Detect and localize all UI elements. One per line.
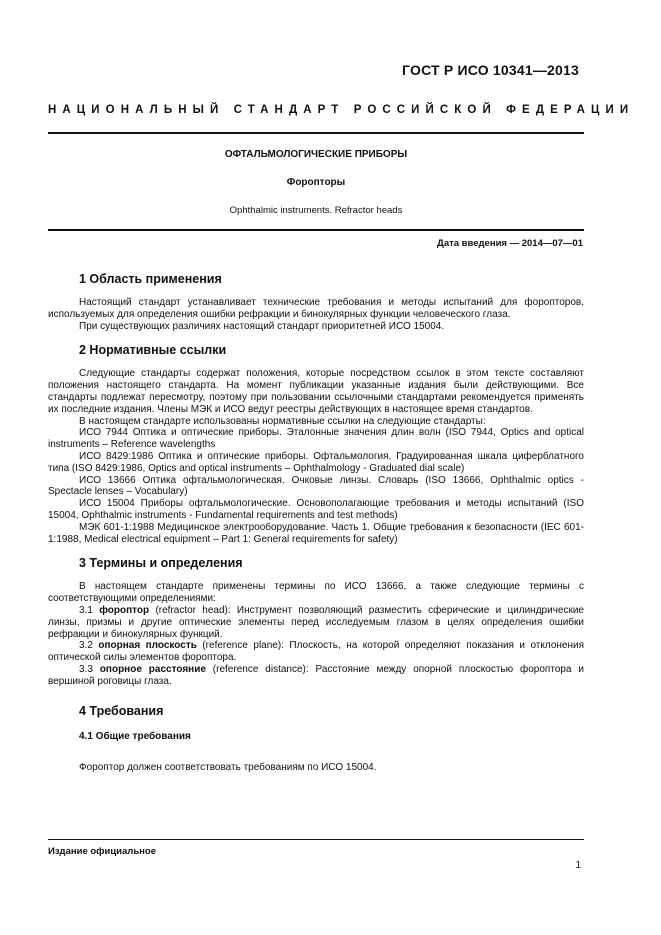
page-number: 1: [575, 860, 581, 871]
gost-code: ГОСТ Р ИСО 10341—2013: [402, 62, 579, 78]
section-1-paragraph: При существующих различиях настоящий стандарт приоритетней ИСО 15004.: [79, 320, 445, 332]
section-2-paragraph: В настоящем стандарте использованы нормативные ссылки на следующие стандарты:: [79, 415, 486, 427]
introduction-date: Дата введения — 2014—07—01: [437, 238, 583, 249]
section-2-heading: 2 Нормативные ссылки: [79, 343, 227, 358]
section-3-intro: В настоящем стандарте применены термины по ИСО 13666, а также следующие термины с соответствующими определениями:: [48, 581, 584, 605]
title-rule: [48, 229, 584, 231]
edition-label: Издание официальное: [48, 846, 156, 857]
normative-reference: ИСО 8429:1986 Оптика и оптические приборы. Офтальмология. Градуированная шкала циферблатного типа (ISO 8429:1986, Optics and optical instruments – Ophthalmology - Graduated dial scale): [48, 450, 584, 474]
title-sub: Форопторы: [286, 177, 346, 188]
normative-reference: ИСО 7944 Оптика и оптические приборы. Эталонные значения длин волн (ISO 7944, Optics and optical instruments – Reference wavelengths: [48, 427, 584, 451]
footer-rule: [48, 839, 584, 840]
section-2-paragraph: Следующие стандарты содержат положения, которые посредством ссылок в этом тексте составляют положения настоящего стандарта. На момент публикации указанные издания были действующими. Все стандарты подлежат пересмотру, поэтому при пользовании ссылочными стандартами рекомендуется применять их последние издания. Члены МЭК и ИСО ведут реестры действующих в настоящее время стандартов.: [48, 368, 584, 415]
top-rule: [48, 132, 584, 134]
national-standard-banner: НАЦИОНАЛЬНЫЙ СТАНДАРТ РОССИЙСКОЙ ФЕДЕРАЦИИ: [48, 104, 635, 116]
term: опорное расстояние: [99, 663, 206, 675]
section-4-paragraph: Фороптор должен соответствовать требованиям по ИСО 15004.: [79, 761, 377, 773]
title-english: Ophthalmic instruments. Refractor heads: [229, 205, 403, 216]
normative-reference: ИСО 13666 Оптика офтальмологическая. Очковые линзы. Словарь (ISO 13666, Ophthalmic optics - Spectacle lenses – Vocabulary): [48, 474, 584, 498]
term-definition: 3.3 опорное расстояние (reference distance): Расстояние между опорной плоскостью фороптора и вершиной роговицы глаза.: [48, 663, 584, 687]
term-definition: 3.1 фороптор (refractor head): Инструмент позволяющий разместить сферические и цилиндрические линзы, призмы и другие оптические элементы перед исследуемым глазом в целях определения ошибки рефракции и бинокулярных функций.: [48, 604, 584, 640]
section-1-paragraph: Настоящий стандарт устанавливает технические требования и методы испытаний для форопторов, используемых для определения ошибки рефракции и бинокулярных функции человеческого глаза.: [48, 297, 584, 320]
section-3-heading: 3 Термины и определения: [79, 556, 243, 571]
title-block: [48, 147, 584, 219]
section-4-1-heading: 4.1 Общие требования: [79, 730, 191, 742]
normative-reference: ИСО 15004 Приборы офтальмологические. Основополагающие требования и методы испытаний (ISO 15004, Ophthalmic instruments - Fundamental requirements and test methods): [48, 498, 584, 521]
section-4-heading: 4 Требования: [79, 703, 164, 718]
term-definition: 3.2 опорная плоскость (reference plane): Плоскость, на которой определяют показания и отклонения оптической силы элементов фороптора.: [48, 640, 584, 664]
term: фороптор: [99, 604, 150, 616]
section-1-heading: 1 Область применения: [79, 272, 222, 286]
content: [48, 270, 584, 773]
title-main: ОФТАЛЬМОЛОГИЧЕСКИЕ ПРИБОРЫ: [224, 149, 408, 160]
normative-reference: МЭК 601-1:1988 Медицинское электрооборудование. Часть 1. Общие требования к безопасности (IEC 601-1:1988, Medical electrical equipment – Part 1: General requirements for safety): [48, 521, 584, 545]
term: опорная плоскость: [98, 640, 197, 652]
